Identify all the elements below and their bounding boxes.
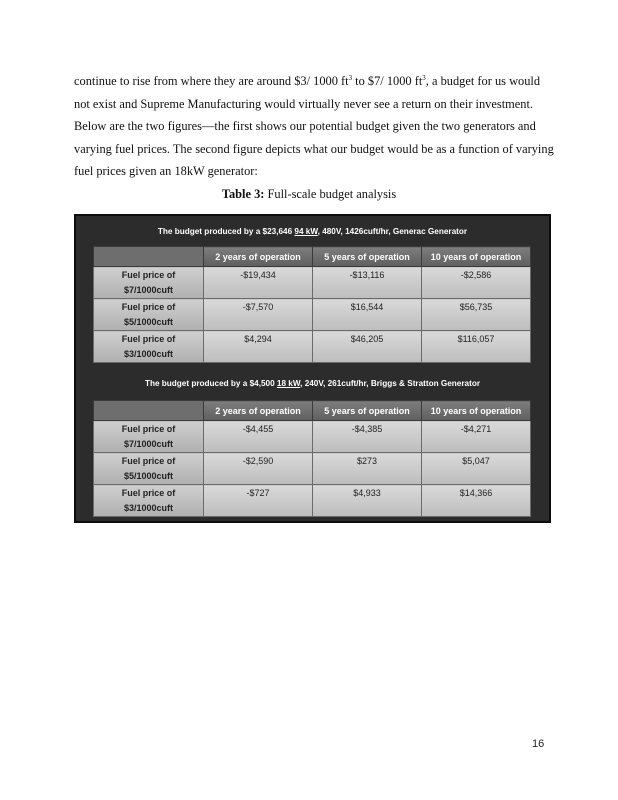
table-row bbox=[94, 299, 531, 331]
row-label-line: $3/1000cuft bbox=[123, 348, 174, 359]
row-label-line: Fuel price of bbox=[121, 455, 176, 466]
header-cell: 10 years of operation bbox=[422, 401, 531, 421]
row-label bbox=[94, 421, 204, 453]
caption-label: Table 3: bbox=[221, 187, 265, 201]
table-caption bbox=[0, 187, 618, 202]
table-cell: $116,057 bbox=[422, 331, 531, 363]
header-cell: 5 years of operation bbox=[313, 401, 422, 421]
title-text: The budget produced by a $23,646 bbox=[157, 227, 295, 236]
title-text: , 480V, 1426cuft/hr, Generac Generator bbox=[317, 227, 468, 236]
row-label-line: $3/1000cuft bbox=[123, 502, 174, 513]
row-label-line: Fuel price of bbox=[121, 269, 176, 280]
row-label-line: $5/1000cuft bbox=[123, 470, 174, 481]
header-cell: 2 years of operation bbox=[204, 247, 313, 267]
row-label-line: Fuel price of bbox=[121, 423, 176, 434]
body-text: , a budget for us would bbox=[425, 74, 541, 88]
superscript: 3 bbox=[348, 73, 353, 82]
row-label-line: Fuel price of bbox=[121, 487, 176, 498]
table-cell: -$2,590 bbox=[204, 453, 313, 485]
table-title bbox=[76, 379, 549, 388]
row-label-line: Fuel price of bbox=[121, 301, 176, 312]
budget-table-generac bbox=[93, 246, 531, 363]
caption-text: Full-scale budget analysis bbox=[264, 187, 397, 201]
table-cell: $14,366 bbox=[422, 485, 531, 517]
body-line: Below are the two figures—the first shows our potential budget given the two generators and bbox=[74, 119, 536, 134]
body-line bbox=[74, 70, 550, 93]
header-cell: 10 years of operation bbox=[422, 247, 531, 267]
table-cell: $4,933 bbox=[313, 485, 422, 517]
table-cell: -$19,434 bbox=[204, 267, 313, 299]
row-label bbox=[94, 299, 204, 331]
row-label-line: $7/1000cuft bbox=[123, 438, 174, 449]
title-text: , 240V, 261cuft/hr, Briggs & Stratton Generator bbox=[300, 379, 481, 388]
table-cell: $16,544 bbox=[313, 299, 422, 331]
header-row bbox=[94, 401, 531, 421]
table-cell: $46,205 bbox=[313, 331, 422, 363]
table-cell: -$4,271 bbox=[422, 421, 531, 453]
body-paragraph bbox=[74, 70, 554, 183]
body-line: varying fuel prices. The second figure depicts what our budget would be as a function of varying bbox=[74, 141, 554, 156]
table-cell: -$2,586 bbox=[422, 267, 531, 299]
table-row bbox=[94, 453, 531, 485]
budget-table-briggs-stratton bbox=[93, 400, 531, 517]
header-cell: 5 years of operation bbox=[313, 247, 422, 267]
table-row bbox=[94, 485, 531, 517]
table-cell: -$7,570 bbox=[204, 299, 313, 331]
table-cell: -$13,116 bbox=[313, 267, 422, 299]
table-row bbox=[94, 267, 531, 299]
table-row bbox=[94, 421, 531, 453]
body-text: continue to rise from where they are around $3/ 1000 ft bbox=[74, 74, 349, 88]
header-row bbox=[94, 247, 531, 267]
table-cell: -$4,455 bbox=[204, 421, 313, 453]
page-number: 16 bbox=[532, 738, 545, 750]
title-underlined: 18 kW bbox=[276, 379, 301, 388]
table-cell: $5,047 bbox=[422, 453, 531, 485]
table-cell: -$727 bbox=[204, 485, 313, 517]
title-underlined: 94 kW bbox=[294, 227, 318, 236]
header-cell bbox=[94, 247, 204, 267]
row-label-line: Fuel price of bbox=[121, 333, 176, 344]
header-cell: 2 years of operation bbox=[204, 401, 313, 421]
row-label bbox=[94, 485, 204, 517]
row-label bbox=[94, 453, 204, 485]
body-line: not exist and Supreme Manufacturing would virtually never see a return on their investment. bbox=[74, 96, 534, 111]
table-cell: $4,294 bbox=[204, 331, 313, 363]
table-cell: $56,735 bbox=[422, 299, 531, 331]
row-label-line: $5/1000cuft bbox=[123, 316, 174, 327]
budget-figure bbox=[74, 214, 551, 523]
table-title bbox=[76, 227, 549, 236]
body-line: fuel prices given an 18kW generator: bbox=[74, 164, 258, 179]
table-cell: $273 bbox=[313, 453, 422, 485]
title-text: The budget produced by a $4,500 bbox=[144, 379, 277, 388]
row-label bbox=[94, 331, 204, 363]
superscript: 3 bbox=[422, 73, 426, 82]
row-label-line: $7/1000cuft bbox=[123, 284, 174, 295]
row-label bbox=[94, 267, 204, 299]
table-cell: -$4,385 bbox=[313, 421, 422, 453]
header-cell bbox=[94, 401, 204, 421]
body-text: to $7/ 1000 ft bbox=[352, 74, 423, 88]
table-row bbox=[94, 331, 531, 363]
